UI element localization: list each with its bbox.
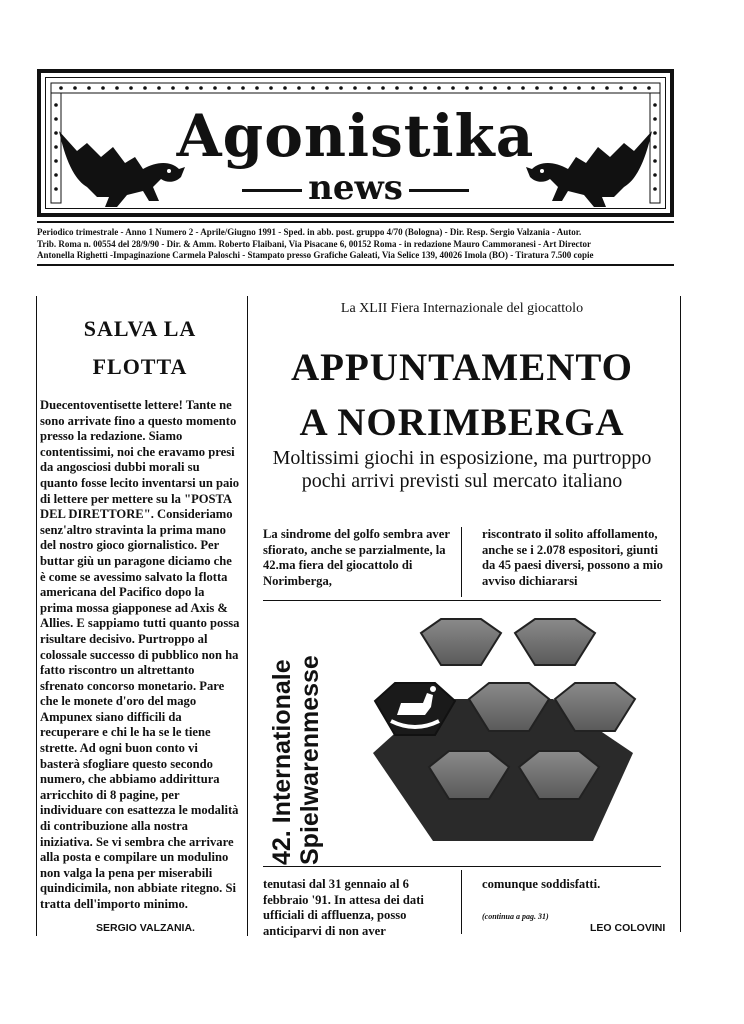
left-article-title-line-2: FLOTTA [92, 354, 188, 379]
masthead [37, 69, 674, 217]
main-para-1: La sindrome del golfo sembra aver sfiorato, anche se parzialmente, la 42.ma fiera del giocattolo di Norimberga, [263, 527, 450, 588]
main-article-headline [262, 340, 662, 450]
left-article-body: Duecentoventisette lettere! Tante ne sono arrivate fino a questo momento presso la redazione. Siamo contentissimi, noi che eravamo presi da angosciosi dubbi morali su quanto fosse lecito inventarsi un paio di lettere per mettere su la "POSTA DEL DIRETTORE". Consideriamo senz'altro stravinta la prima mano del nostro gioco giornalistico. Per buttar giù un paragone diciamo che è come se avessimo salvato la flotta americana del Pacifico dopo la prima mossa giapponese ad Axis & Allies. E sappiamo tutti quanto possa risultare decisivo. Purtroppo al colossale successo di pubblico non ha fatto riscontro un altrettanto sfrenato concorso monetario. Pare che le monete d'oro del mago Ampunex siano difficili da recuperare e chi le ha se le tiene strette. Ad ogni buon conto vi basterà sfogliare questo secondo numero, che abbiamo addirittura arricchito di 8 pagine, per individuare con esattezza le modalità di contribuzione alla nostra iniziativa. Se vi sembra che arrivare alla posta e compilare un modulino non valga la pena per miserabili quindicimila, non abbiate ritegno. Si tratta dell'importo minimo. [40, 398, 240, 911]
masthead-title: Agonistika [176, 102, 535, 170]
right-edge-rule [680, 296, 681, 932]
imprint [37, 227, 677, 262]
masthead-subtitle [41, 168, 670, 208]
main-article-author: LEO COLOVINI [590, 922, 666, 934]
imprint-line-3: Antonella Righetti -Impaginazione Carmela Paloschi - Stampato presso Grafiche Galeati, Via Selice 139, 40026 Imola (BO) - Tiratura 7.500 copie [37, 250, 594, 260]
subtitle-rule-left [242, 189, 302, 192]
subtitle-rule-right [409, 189, 469, 192]
photo-caption-line-1: 42. Internationale [268, 659, 296, 865]
main-article-deck: Moltissimi giochi in esposizione, ma purtroppo pochi arrivi previsti sul mercato italiano [272, 447, 652, 492]
left-edge-rule [36, 296, 37, 936]
photo-bottom-rule [263, 866, 661, 867]
continued-note: (continua a pag. 31) [482, 912, 549, 921]
para-divider-top [461, 527, 462, 597]
photo-top-rule [263, 600, 661, 601]
main-para-3: tenutasi dal 31 gennaio al 6 febbraio '91. In attesa dei dati ufficiali di affluenza, posso anticiparvi di non aver [263, 877, 424, 938]
main-para-4: comunque soddisfatti. [482, 877, 601, 891]
left-article-title-line-1: SALVA LA [83, 316, 197, 341]
photo-caption-vertical [268, 655, 324, 865]
imprint-line-1: Periodico trimestrale - Anno 1 Numero 2 - Aprile/Giugno 1991 - Sped. in abb. post. gruppo 4/70 (Bologna) - Dir. Resp. Sergio Valzania - Autor. [37, 227, 582, 237]
imprint-line-2: Trib. Roma n. 00554 del 28/9/90 - Dir. & Amm. Roberto Flaibani, Via Pisacane 6, 00152 Roma - in redazione Mauro Cammoranesi - Art Director [37, 238, 591, 249]
main-article-kicker: La XLII Fiera Internazionale del giocattolo [340, 301, 584, 316]
headline-line-1: APPUNTAMENTO [290, 346, 634, 389]
masthead-subtitle-text: news [308, 168, 403, 208]
left-article-signature: SERGIO VALZANIA. [96, 922, 195, 934]
photo-caption-line-2: Spielwarenmesse [296, 655, 324, 865]
headline-line-2: A NORIMBERGA [299, 401, 625, 444]
imprint-bottom-rule [37, 264, 674, 266]
main-para-2: riscontrato il solito affollamento, anche se i 2.078 espositori, giunti da 45 paesi diversi, possono a mio avviso dichiararsi [482, 527, 663, 588]
imprint-top-rule [37, 221, 674, 223]
column-divider-rule [247, 296, 248, 936]
para-divider-bottom [461, 870, 462, 934]
left-article [40, 310, 240, 913]
